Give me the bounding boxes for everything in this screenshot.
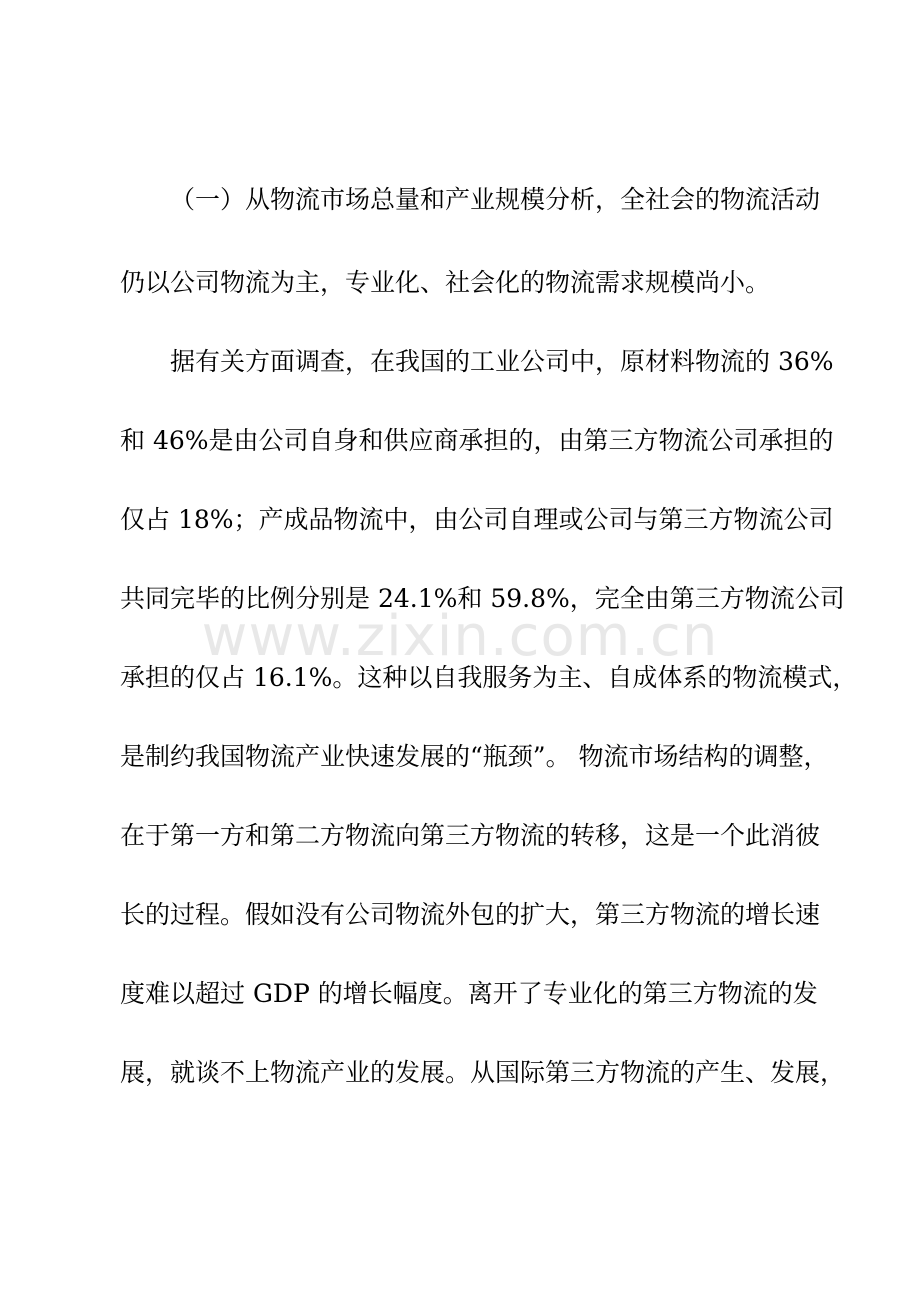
paragraph-line: 度难以超过 GDP 的增长幅度。离开了专业化的第三方物流的发 — [120, 979, 818, 1008]
paragraph-line: 展，就谈不上物流产业的发展。从国际第三方物流的产生、发展， — [120, 1058, 846, 1087]
paragraph-line: 是制约我国物流产业快速发展的“瓶颈”。 物流市场结构的调整， — [120, 742, 829, 771]
paragraph-line: 据有关方面调查，在我国的工业公司中，原材料物流的 36% — [170, 347, 834, 376]
paragraph-line: （一）从物流市场总量和产业规模分析，全社会的物流活动 — [170, 185, 821, 214]
paragraph-line: 仅占 18%；产成品物流中，由公司自理或公司与第三方物流公司 — [120, 505, 834, 534]
paragraph-line: 承担的仅占 16.1%。这种以自我服务为主、自成体系的物流模式， — [120, 663, 858, 692]
paragraph-line: 和 46%是由公司自身和供应商承担的，由第三方物流公司承担的 — [120, 426, 834, 455]
watermark: www.zixin.com.cn — [201, 604, 719, 669]
paragraph-line: 在于第一方和第二方物流向第三方物流的转移，这是一个此消彼 — [120, 821, 821, 850]
paragraph-line: 共同完毕的比例分别是 24.1%和 59.8%，完全由第三方物流公司 — [120, 584, 845, 613]
paragraph-line: 长的过程。假如没有公司物流外包的扩大，第三方物流的增长速 — [120, 900, 821, 929]
paragraph-line: 仍以公司物流为主，专业化、社会化的物流需求规模尚小。 — [120, 268, 771, 297]
